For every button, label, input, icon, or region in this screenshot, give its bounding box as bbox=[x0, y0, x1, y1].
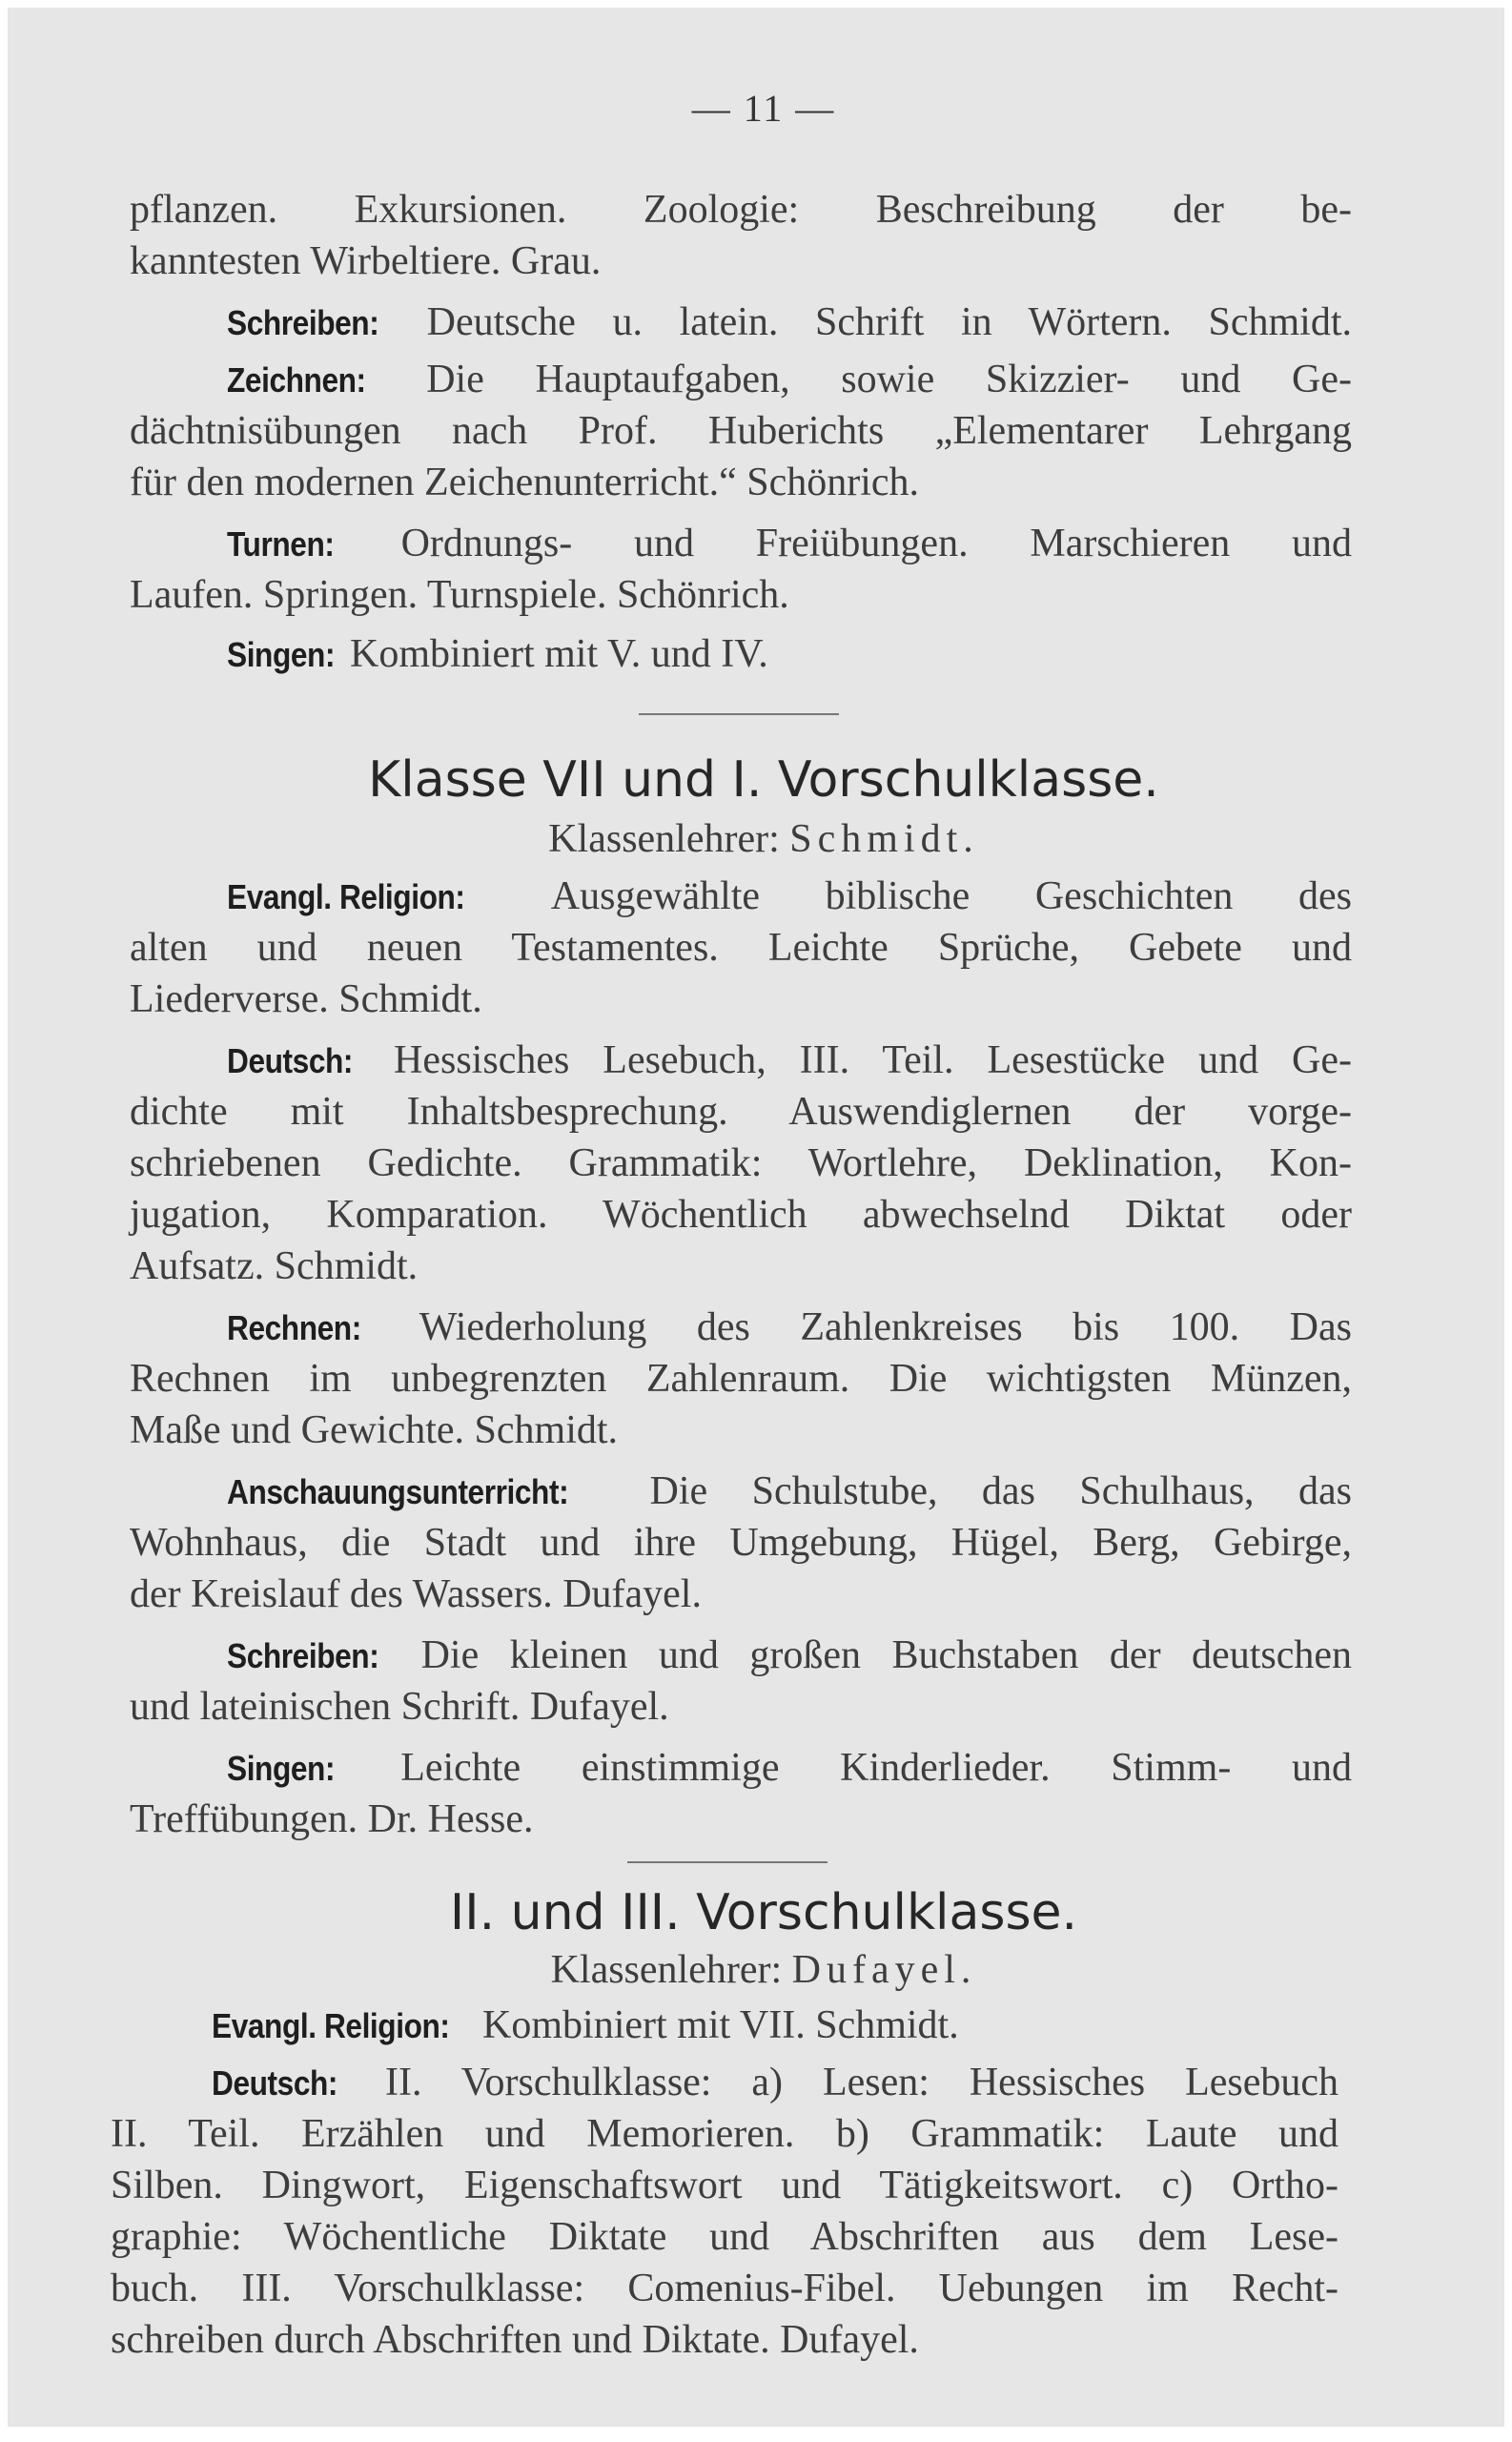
subject-religion: Evangl. Religion: Kombiniert mit VII. Schmidt. bbox=[212, 2001, 959, 2051]
subject-religion: Evangl. Religion: Ausgewählte biblische Geschichten des bbox=[227, 872, 1352, 922]
class-teacher: Klassenlehrer: Dufayel. bbox=[550, 1948, 977, 1992]
text-line: Laufen. Springen. Turnspiele. Schönrich. bbox=[130, 573, 789, 617]
text-line: Wohnhaus, die Stadt und ihre Umgebung, Hügel, Berg, Gebirge, bbox=[130, 1521, 1352, 1565]
subject-rechnen: Rechnen: Wiederholung des Zahlenkreises bis 100. Das bbox=[227, 1303, 1352, 1353]
text-line: buch. III. Vorschulklasse: Comenius-Fibel. Uebungen im Recht- bbox=[111, 2267, 1338, 2310]
subject-anschauungsunterricht: Anschauungsunterricht: Die Schulstube, das Schulhaus, das bbox=[227, 1467, 1352, 1517]
text-line: Silben. Dingwort, Eigenschaftswort und Tätigkeitswort. c) Ortho- bbox=[111, 2164, 1338, 2207]
text-line: dichte mit Inhaltsbesprechung. Auswendiglernen der vorge- bbox=[130, 1090, 1352, 1134]
subject-label: Evangl. Religion: bbox=[227, 877, 465, 916]
text-line: dächtnisübungen nach Prof. Huberichts „Elementarer Lehrgang bbox=[130, 409, 1352, 453]
text-line: Rechnen im unbegrenzten Zahlenraum. Die wichtigsten Münzen, bbox=[130, 1357, 1352, 1401]
subject-turnen: Turnen: Ordnungs- und Freiübungen. Marschieren und bbox=[227, 519, 1352, 569]
subject-label: Rechnen: bbox=[227, 1308, 361, 1347]
text-line: schriebenen Gedichte. Grammatik: Wortlehre, Deklination, Kon- bbox=[130, 1141, 1352, 1185]
text-line: Treffübungen. Dr. Hesse. bbox=[130, 1797, 534, 1841]
subject-zeichnen: Zeichnen: Die Hauptaufgaben, sowie Skizzier- und Ge- bbox=[227, 355, 1352, 405]
text-line: graphie: Wöchentliche Diktate und Abschriften aus dem Lese- bbox=[111, 2215, 1338, 2259]
text-line: und lateinischen Schrift. Dufayel. bbox=[130, 1685, 669, 1729]
subject-label: Anschauungsunterricht: bbox=[227, 1472, 569, 1511]
text-line: II. Teil. Erzählen und Memorieren. b) Grammatik: Laute und bbox=[111, 2112, 1338, 2156]
scanned-page bbox=[8, 8, 1504, 2427]
text-line: Liederverse. Schmidt. bbox=[130, 977, 482, 1021]
text-line: für den modernen Zeichenunterricht.“ Schönrich. bbox=[130, 461, 920, 504]
subject-label: Schreiben: bbox=[227, 1636, 379, 1675]
subject-label: Deutsch: bbox=[212, 2063, 338, 2103]
section-heading: Klasse VII und I. Vorschulklasse. bbox=[368, 751, 1159, 809]
subject-singen: Singen: Kombiniert mit V. und IV. bbox=[227, 629, 768, 680]
text-line: kanntesten Wirbeltiere. Grau. bbox=[130, 239, 602, 283]
text-line: jugation, Komparation. Wöchentlich abwechselnd Diktat oder bbox=[130, 1193, 1352, 1237]
subject-label: Schreiben: bbox=[227, 303, 379, 342]
subject-deutsch: Deutsch: Hessisches Lesebuch, III. Teil. Lesestücke und Ge- bbox=[227, 1036, 1352, 1086]
subject-label: Evangl. Religion: bbox=[212, 2006, 450, 2045]
subject-schreiben: Schreiben: Deutsche u. latein. Schrift in Wörtern. Schmidt. bbox=[227, 298, 1352, 348]
text-line: Maße und Gewichte. Schmidt. bbox=[130, 1408, 619, 1452]
text-line: schreiben durch Abschriften und Diktate. Dufayel. bbox=[111, 2318, 919, 2362]
text-line: Aufsatz. Schmidt. bbox=[130, 1244, 419, 1288]
subject-label: Singen: bbox=[227, 635, 336, 674]
text-line: alten und neuen Testamentes. Leichte Sprüche, Gebete und bbox=[130, 926, 1352, 970]
section-heading: II. und III. Vorschulklasse. bbox=[449, 1884, 1078, 1941]
subject-deutsch: Deutsch: II. Vorschulklasse: a) Lesen: Hessisches Lesebuch bbox=[212, 2058, 1338, 2108]
subject-label: Zeichnen: bbox=[227, 360, 366, 400]
section-divider bbox=[627, 1861, 828, 1863]
subject-label: Turnen: bbox=[227, 524, 335, 564]
page-number: — 11 — bbox=[691, 87, 836, 130]
class-teacher: Klassenlehrer: Schmidt. bbox=[548, 817, 979, 861]
subject-label: Deutsch: bbox=[227, 1041, 354, 1080]
subject-label: Singen: bbox=[227, 1749, 336, 1788]
section-divider bbox=[639, 713, 839, 715]
subject-singen: Singen: Leichte einstimmige Kinderlieder. Stimm- und bbox=[227, 1743, 1352, 1794]
text-line: der Kreislauf des Wassers. Dufayel. bbox=[130, 1572, 702, 1616]
subject-schreiben: Schreiben: Die kleinen und großen Buchstaben der deutschen bbox=[227, 1631, 1352, 1681]
text-line: pflanzen. Exkursionen. Zoologie: Beschreibung der be- bbox=[130, 188, 1352, 232]
